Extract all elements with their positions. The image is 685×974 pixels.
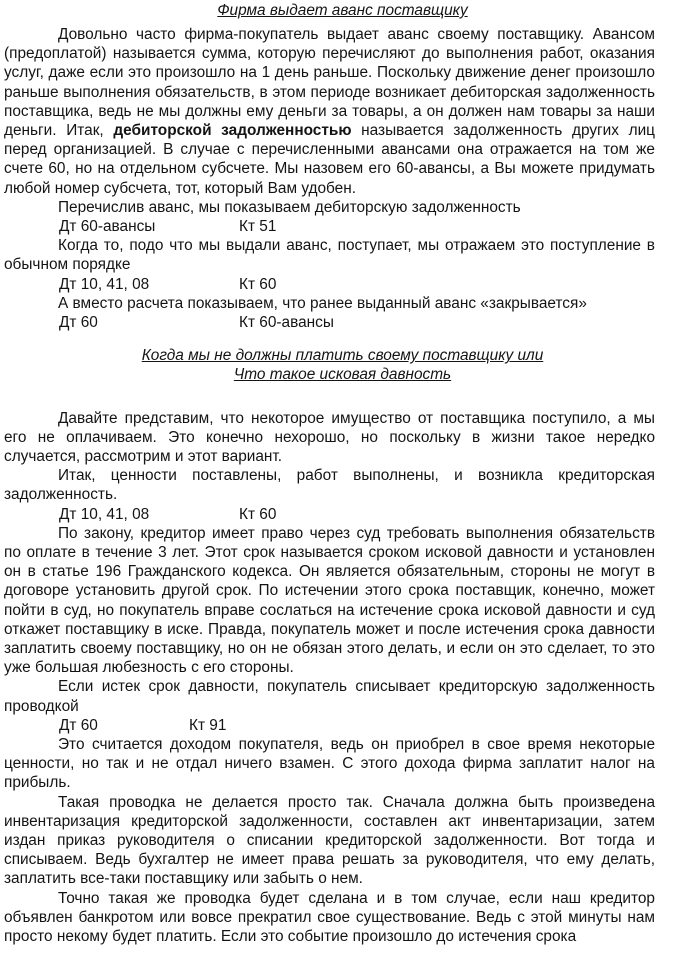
paragraph-bankruptcy: Точно такая же проводка будет сделана и в том случае, если наш кредитор объявлен банкротом или вовсе прекратил свое существование. Ведь с этой минуты нам просто некому будет платить. Если это событие произошло до истечения срока xyxy=(4,889,655,946)
paragraph-advance-definition xyxy=(0,25,685,198)
paragraph-advance-transfer: Перечислив аванс, мы показываем дебиторскую задолженность xyxy=(58,198,521,216)
posting-credit: Кт 91 xyxy=(189,716,227,734)
paragraph-inventory: Такая проводка не делается просто так. Сначала должна быть произведена инвентаризация кредиторской задолженности, составлен акт инвентаризации, затем издан приказ руководителя о списании кредиторской задолженности. Вот тогда и списываем. Ведь бухгалтер не имеет права решать за руководителя, что ему делать, заплатить все-таки поставщику или забыть о нем. xyxy=(4,793,655,888)
section-title-advance xyxy=(0,1,685,25)
section-title-limitation xyxy=(0,346,685,384)
section-title-advance-text: Фирма выдает аванс поставщику xyxy=(217,2,468,19)
posting-debit: Дт 60-авансы xyxy=(59,218,156,236)
posting-entry-close xyxy=(0,313,685,332)
section-title-limitation-line2: Что такое исковая давность xyxy=(233,366,452,384)
paragraph-advance-close: А вместо расчета показываем, что ранее выданный аванс «закрывается» xyxy=(58,294,587,312)
posting-entry-writeoff xyxy=(0,716,685,735)
posting-credit: Кт 51 xyxy=(239,218,277,236)
paragraph-advance-definition-part2: называется задолженность других лиц перед организацией. В случае с перечисленными авансами она отражается на том же счете 60, но на отдельном субсчете. Мы назовем его 60-авансы, а Вы можете придумать любой номер субсчета, тот, который Вам удобен. xyxy=(4,122,655,197)
paragraph-payables-arise: Итак, ценности поставлены, работ выполнены, и возникла кредиторская задолженность. xyxy=(4,467,655,504)
term-receivables: дебиторской задолженностью xyxy=(113,122,352,140)
paragraph-limitation-period: По закону, кредитор имеет право через суд требовать выполнения обязательств по оплате в течение 3 лет. Этот срок называется сроком исковой давности и установлен он в статье 196 Гражданского кодекса. Он является обязательным, стороны не могут в договоре установить другой срок. По истечении этого срока поставщик, конечно, может пойти в суд, но покупатель вправе сослаться на истечение срока исковой давности и суд откажет поставщику в иске. Правда, покупатель может и после истечения срока давности заплатить своему поставщику, но он не обязан этого делать, и если он это сделает, то это уже большая любезность с его стороны. xyxy=(4,524,655,677)
paragraph-writeoff: Если истек срок давности, покупатель списывает кредиторскую задолженность проводкой xyxy=(4,678,655,715)
paragraph-advance-definition-part1: Довольно часто фирма-покупатель выдает аванс своему поставщику. Авансом (предоплатой) называется сумма, которую перечисляют до выполнения работ, оказания услуг, даже если это произошло на 1 день раньше. Поскольку движение денег произошло раньше выполнения обязательств, в этом периоде возникает дебиторская задолженность поставщика, ведь не мы должны ему деньги за товары, а он должен нам товары за наши деньги. Итак, xyxy=(4,26,655,140)
section-title-limitation-line1: Когда мы не должны платить своему поставщику или xyxy=(141,347,544,365)
paragraph-income: Это считается доходом покупателя, ведь он приобрел в свое время некоторые ценности, но так и не отдал ничего взамен. С этого дохода фирма заплатит налог на прибыль. xyxy=(4,736,655,792)
posting-entry-advance xyxy=(0,217,685,236)
paragraph-goods-receipt: Когда то, подо что мы выдали аванс, поступает, мы отражаем это поступление в обычном порядке xyxy=(4,237,655,274)
posting-credit: Кт 60 xyxy=(239,505,277,523)
posting-credit: Кт 60-авансы xyxy=(239,314,334,332)
posting-debit: Дт 10, 41, 08 xyxy=(59,275,150,293)
posting-debit: Дт 60 xyxy=(59,314,98,332)
spacer xyxy=(0,385,685,409)
posting-entry-receipt xyxy=(0,275,685,294)
posting-credit: Кт 60 xyxy=(239,275,277,293)
posting-entry-payables xyxy=(0,505,685,524)
paragraph-unpaid-goods: Давайте представим, что некоторое имущество от поставщика поступило, а мы его не оплачиваем. Это конечно нехорошо, но поскольку в жизни такое нередко случается, рассмотрим и этот вариант. xyxy=(4,409,655,466)
posting-debit: Дт 10, 41, 08 xyxy=(59,505,150,523)
posting-debit: Дт 60 xyxy=(59,716,98,734)
